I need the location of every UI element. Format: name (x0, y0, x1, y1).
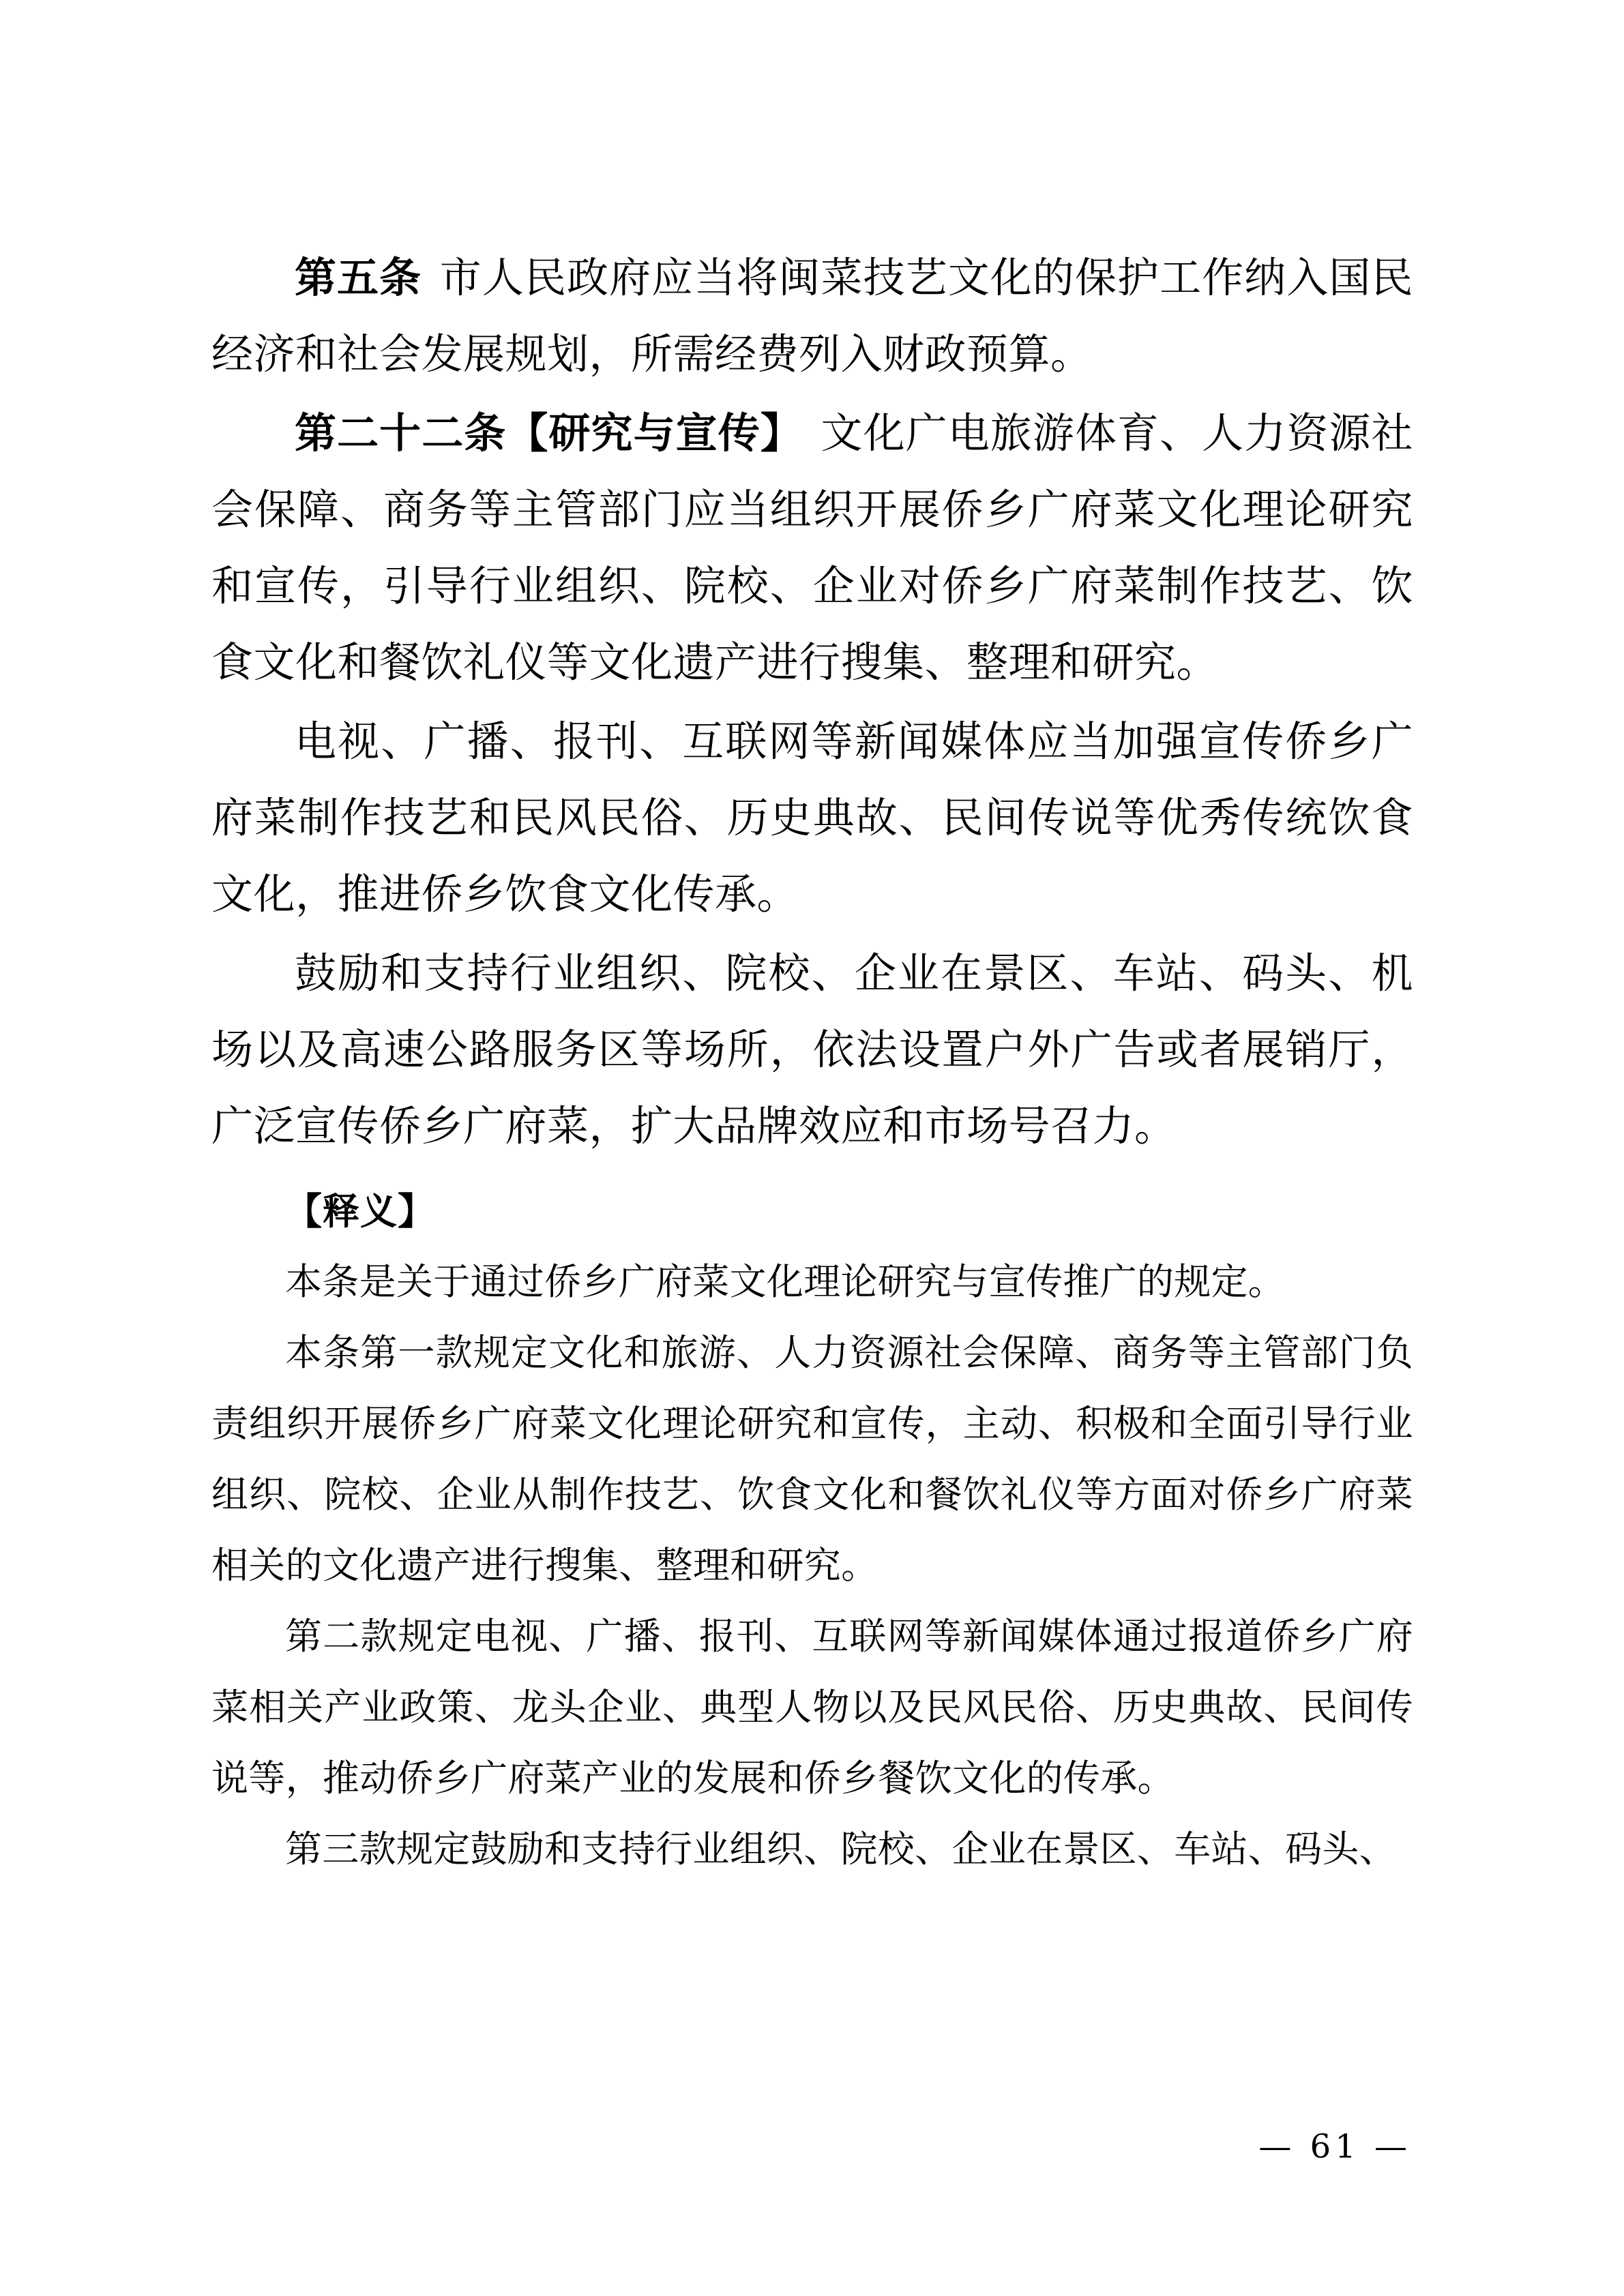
interpretation-paragraph-2: 本条第一款规定文化和旅游、人力资源社会保障、商务等主管部门负责组织开展侨乡广府菜文化理论研究和宣传，主动、积极和全面引导行业组织、院校、企业从制作技艺、饮食文化和餐饮礼仪等方面对侨乡广府菜相关的文化遗产进行搜集、整理和研究。 (211, 1331, 1413, 1587)
interpretation-paragraph-4: 第三款规定鼓励和支持行业组织、院校、企业在景区、车站、码头、 (285, 1828, 1396, 1870)
page-number: — 61 — (1258, 2128, 1411, 2166)
interpretation-paragraph-1: 本条是关于通过侨乡广府菜文化理论研究与宣传推广的规定。 (285, 1260, 1286, 1303)
article-body-article-5: 市人民政府应当将闽菜技艺文化的保护工作纳入国民经济和社会发展规划，所需经费列入财政预算。 (211, 254, 1413, 378)
interpretation-paragraph-3: 第二款规定电视、广播、报刊、互联网等新闻媒体通过报道侨乡广府菜相关产业政策、龙头企业、典型人物以及民风民俗、历史典故、民间传说等，推动侨乡广府菜产业的发展和侨乡餐饮文化的传承。 (211, 1615, 1413, 1800)
article-22-clause-3: 鼓励和支持行业组织、院校、企业在景区、车站、码头、机场以及高速公路服务区等场所，依法设置户外广告或者展销厅，广泛宣传侨乡广府菜，扩大品牌效应和市场号召力。 (211, 949, 1413, 1150)
article-paragraph-article-22 (211, 396, 1413, 701)
article-body-article-22: 文化广电旅游体育、人力资源社会保障、商务等主管部门应当组织开展侨乡广府菜文化理论研究和宣传，引导行业组织、院校、企业对侨乡广府菜制作技艺、饮食文化和餐饮礼仪等文化遗产进行搜集、整理和研究。 (211, 409, 1413, 687)
article-lead-article-22: 第二十二条【研究与宣传】 (295, 409, 803, 458)
text-column (211, 240, 1413, 1885)
article-lead-article-5: 第五条 (295, 254, 422, 302)
interpretation-heading: 【释义】 (285, 1189, 435, 1233)
article-paragraph-article-5 (211, 240, 1413, 393)
article-22-clause-2: 电视、广播、报刊、互联网等新闻媒体应当加强宣传侨乡广府菜制作技艺和民风民俗、历史典故、民间传说等优秀传统饮食文化，推进侨乡饮食文化传承。 (211, 717, 1413, 919)
